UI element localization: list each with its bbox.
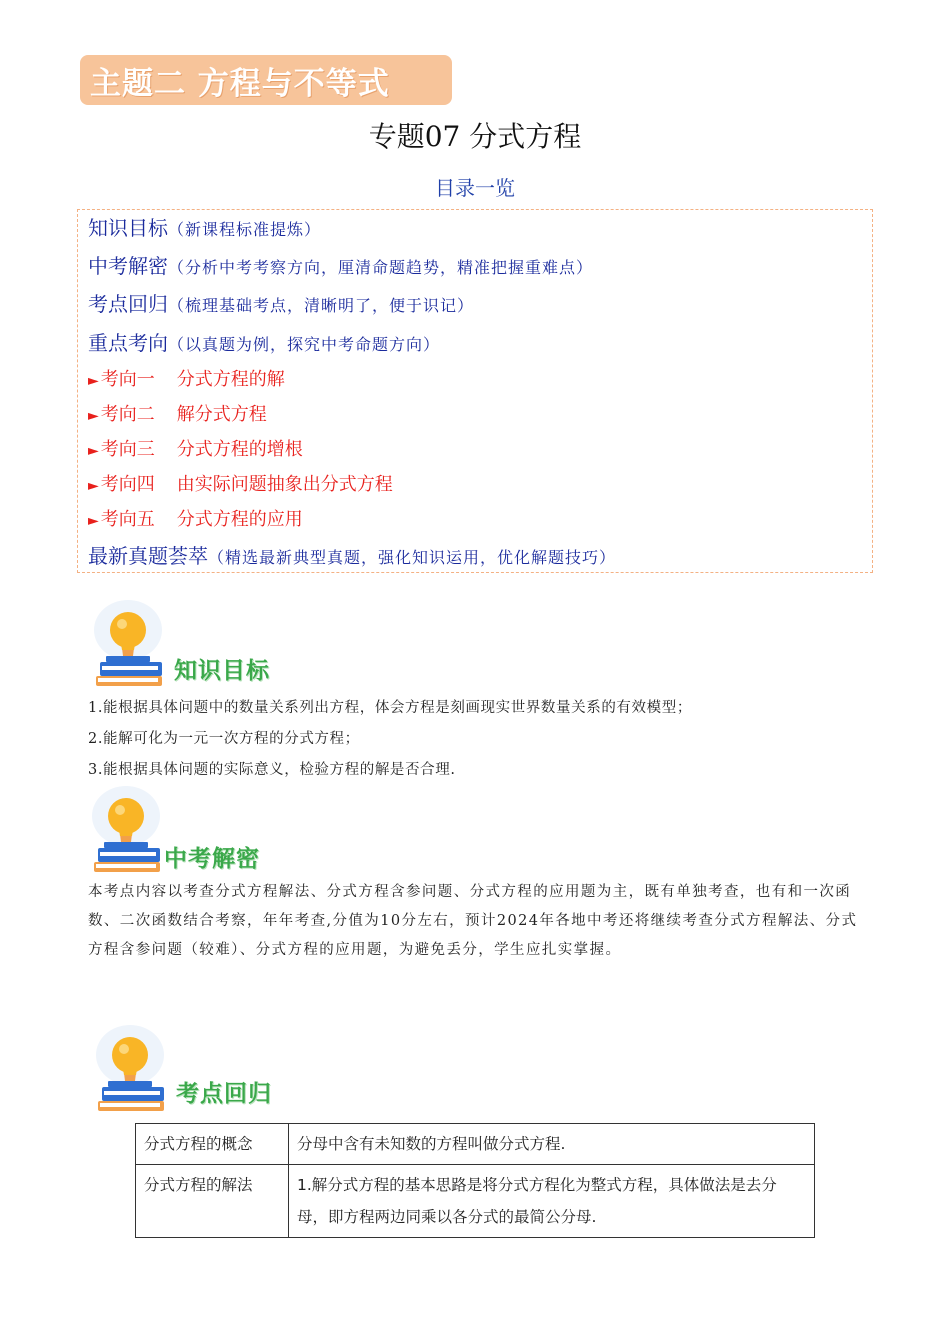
section-title: 中考解密 (164, 846, 260, 872)
toc-box (77, 209, 873, 573)
table-cell-term: 分式方程的概念 (136, 1124, 289, 1165)
toc-sub-label: 考向四 (100, 474, 155, 495)
topic-banner (80, 55, 452, 105)
toc-sub-4[interactable] (88, 470, 393, 496)
toc-sub-text: 分式方程的应用 (176, 509, 303, 530)
toc-item-main: 中考解密 (88, 254, 168, 278)
toc-sub-label: 考向一 (100, 369, 155, 390)
table-row (136, 1124, 815, 1165)
toc-sub-1[interactable] (88, 365, 285, 391)
section-header-review (90, 1025, 350, 1117)
lightbulb-books-icon (86, 786, 166, 878)
knowledge-line-3: 3.能根据具体问题的实际意义，检验方程的解是否合理. (88, 762, 456, 778)
triangle-right-icon: ► (88, 443, 99, 459)
section-title: 知识目标 (174, 658, 270, 684)
table-row (136, 1165, 815, 1238)
review-table (135, 1123, 815, 1238)
toc-sub-label: 考向五 (100, 509, 155, 530)
table-cell-desc: 分母中含有未知数的方程叫做分式方程. (289, 1124, 815, 1165)
toc-item-note: （以真题为例，探究中考命题方向） (168, 335, 441, 354)
lightbulb-books-icon (90, 1025, 170, 1117)
triangle-right-icon: ► (88, 373, 99, 389)
toc-sub-label: 考向二 (100, 404, 155, 425)
toc-item-latest[interactable] (88, 540, 616, 569)
exam-analysis-text: 本考点内容以考查分式方程解法、分式方程含参问题、分式方程的应用题为主，既有单独考查，也有和一次函数、二次函数结合考察，年年考查,分值为10分左右，预计2024年各地中考还将继续考查分式方程解法、分式方程含参问题（较难）、分式方程的应用题，为避免丢分，学生应扎实掌握。 (88, 884, 858, 958)
toc-item-main: 最新真题荟萃 (88, 544, 208, 568)
toc-sub-text: 解分式方程 (176, 404, 267, 425)
section-title: 考点回归 (176, 1081, 272, 1107)
toc-sub-3[interactable] (88, 435, 303, 461)
triangle-right-icon: ► (88, 408, 99, 424)
toc-item-note: （精选最新典型真题，强化知识运用，优化解题技巧） (208, 548, 617, 567)
toc-sub-label: 考向三 (100, 439, 155, 460)
toc-item-main: 知识目标 (88, 216, 168, 240)
toc-item-note: （分析中考考察方向，厘清命题趋势，精准把握重难点） (168, 258, 594, 277)
knowledge-line-2: 2.能解可化为一元一次方程的分式方程； (88, 731, 360, 747)
toc-sub-text: 分式方程的解 (176, 369, 285, 390)
toc-item-exam[interactable] (88, 250, 593, 279)
table-cell-term: 分式方程的解法 (136, 1165, 289, 1238)
toc-title: 目录一览 (435, 176, 515, 200)
toc-sub-2[interactable] (88, 400, 267, 426)
toc-item-main: 重点考向 (88, 331, 168, 355)
toc-sub-text: 分式方程的增根 (176, 439, 303, 460)
knowledge-line-1: 1.能根据具体问题中的数量关系列出方程，体会方程是刻画现实世界数量关系的有效模型； (88, 700, 692, 716)
triangle-right-icon: ► (88, 478, 99, 494)
toc-item-focus[interactable] (88, 327, 440, 356)
toc-sub-text: 由实际问题抽象出分式方程 (176, 474, 393, 495)
toc-sub-5[interactable] (88, 505, 303, 531)
toc-item-review[interactable] (88, 288, 474, 317)
section-header-knowledge (88, 600, 348, 692)
toc-item-main: 考点回归 (88, 292, 168, 316)
table-cell-desc: 1.解分式方程的基本思路是将分式方程化为整式方程，具体做法是去分母，即方程两边同乘以各分式的最简公分母. (289, 1165, 815, 1238)
triangle-right-icon: ► (88, 513, 99, 529)
section-header-exam (86, 786, 346, 878)
toc-item-note: （梳理基础考点，清晰明了，便于识记） (168, 296, 475, 315)
toc-item-knowledge[interactable] (88, 212, 321, 241)
lightbulb-books-icon (88, 600, 168, 692)
toc-item-note: （新课程标准提炼） (168, 220, 322, 239)
document-title: 专题07 分式方程 (368, 120, 582, 153)
topic-banner-text: 主题二 方程与不等式 (90, 65, 390, 102)
